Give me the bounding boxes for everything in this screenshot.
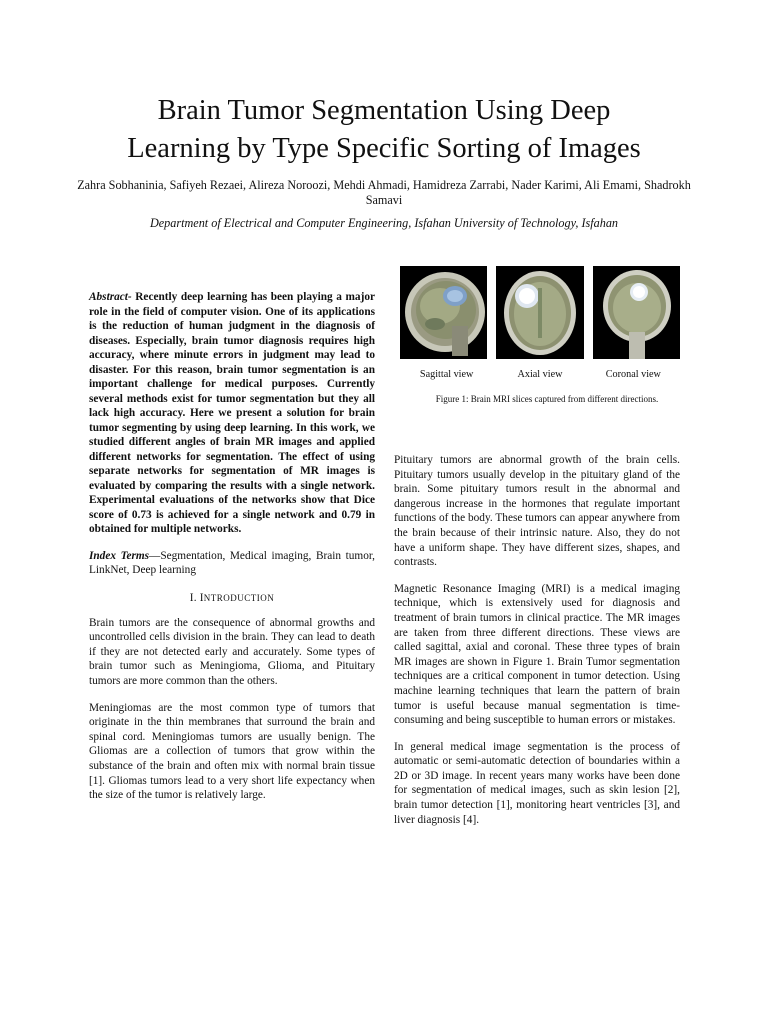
left-column [89,290,375,815]
section-name: NTRODUCTION [203,592,275,603]
paragraph: Pituitary tumors are abnormal growth of the brain cells. Pituitary tumors usually develop in the pituitary gland of the brain. Some pituitary tumors result in the abnormal and dangerous increase in the hormones that regulate important functions of the body. These tumors can appear anywhere from the brain because of their intrinsic nature. Also, they do not have a uniform shape. They have different sizes, shapes, and contrasts. [394,454,680,569]
index-terms-lead: Index Terms [89,549,150,562]
paragraph: Brain tumors are the consequence of abnormal growths and uncontrolled cells division in the brain. They can lead to death if they are not detected early and accurately. Some types of brain tumor such as Meningioma, Glioma, and Pituitary tumors are more common than the others. [89,616,375,688]
figure-caption: Figure 1: Brain MRI slices captured from different directions. [435,394,659,404]
mri-axial-image [496,266,583,359]
paragraph: Meningiomas are the most common type of tumors that originate in the thin membranes that surround the brain and spinal cord. Meningiomas tumors are usually benign. The Gliomas are a collection of tumors that grow within the substance of the brain and often mix with normal brain tissue [1]. Gliomas tumors lead to a very short life expectancy when the size of the tumor is relatively large. [89,701,375,802]
sagittal-view-label: Sagittal view [419,369,474,380]
coronal-view-label: Coronal view [605,369,661,380]
index-terms [89,549,375,578]
section-numeral: I. I [189,591,204,604]
author-list: Zahra Sobhaninia, Safiyeh Rezaei, Alireza Noroozi, Mehdi Ahmadi, Hamidreza Zarrabi, Nader Karimi, Ali Emami, Shadrokh Samavi [77,178,691,207]
index-terms-text: —Segmentation, Medical imaging, Brain tumor, LinkNet, Deep learning [89,549,375,577]
affiliation: Department of Electrical and Computer Engineering, Isfahan University of Technology, Isfahan [149,216,619,230]
figure-1 [400,266,680,404]
title-line-2: Learning by Type Specific Sorting of Images [127,133,641,164]
abstract-text: Recently deep learning has been playing a major role in the field of computer vision. One of its applications is the reduction of human judgment in the diagnosis of diseases. Especially, brain tumor diagnosis requires high accuracy, where minute errors in judgment may lead to disaster. For this reason, brain tumor segmentation is an important challenge for medical purposes. Currently several methods exist for tumor segmentation but they all lack high accuracy. Here we present a solution for brain tumor segmenting by using deep learning. In this work, we studied different angles of brain MR images and applied different networks for segmentation. The effect of using separate networks for segmentation of MR images is evaluated by comparing the results with a single network. Experimental evaluations of the networks show that Dice score of 0.73 is achieved for a single network and 0.79 in obtained for multiple networks. [89,291,375,535]
axial-view-label: Axial view [517,369,563,380]
mri-coronal-image [593,266,680,359]
paper-title [60,92,708,168]
abstract [89,290,375,537]
abstract-lead: Abstract- [89,291,132,303]
right-column [394,453,680,839]
section-heading-introduction [89,592,375,604]
mri-sagittal-image [400,266,487,359]
title-line-1: Brain Tumor Segmentation Using Deep [157,95,611,126]
paragraph: In general medical image segmentation is the process of automatic or semi-automatic detection of boundaries within a 2D or 3D image. In recent years many works have been done for segmentation of medical images, such as skin lesion [2], brain tumor detection [1], monitoring heart ventricles [3], and liver diagnosis [4]. [394,740,680,826]
paragraph: Magnetic Resonance Imaging (MRI) is a medical imaging technique, which is extensively used for diagnosis and treatment of brain tumors in clinical practice. The MR images are taken from three different directions. These views are called sagittal, axial and coronal. These three types of brain MR images are shown in Figure 1. Brain Tumor segmentation techniques are a critical component in tumor detection. Using machine learning techniques that learn the pattern of brain tumor is useful because manual segmentation is time-consuming and being susceptible to human errors or mistakes. [394,582,680,727]
